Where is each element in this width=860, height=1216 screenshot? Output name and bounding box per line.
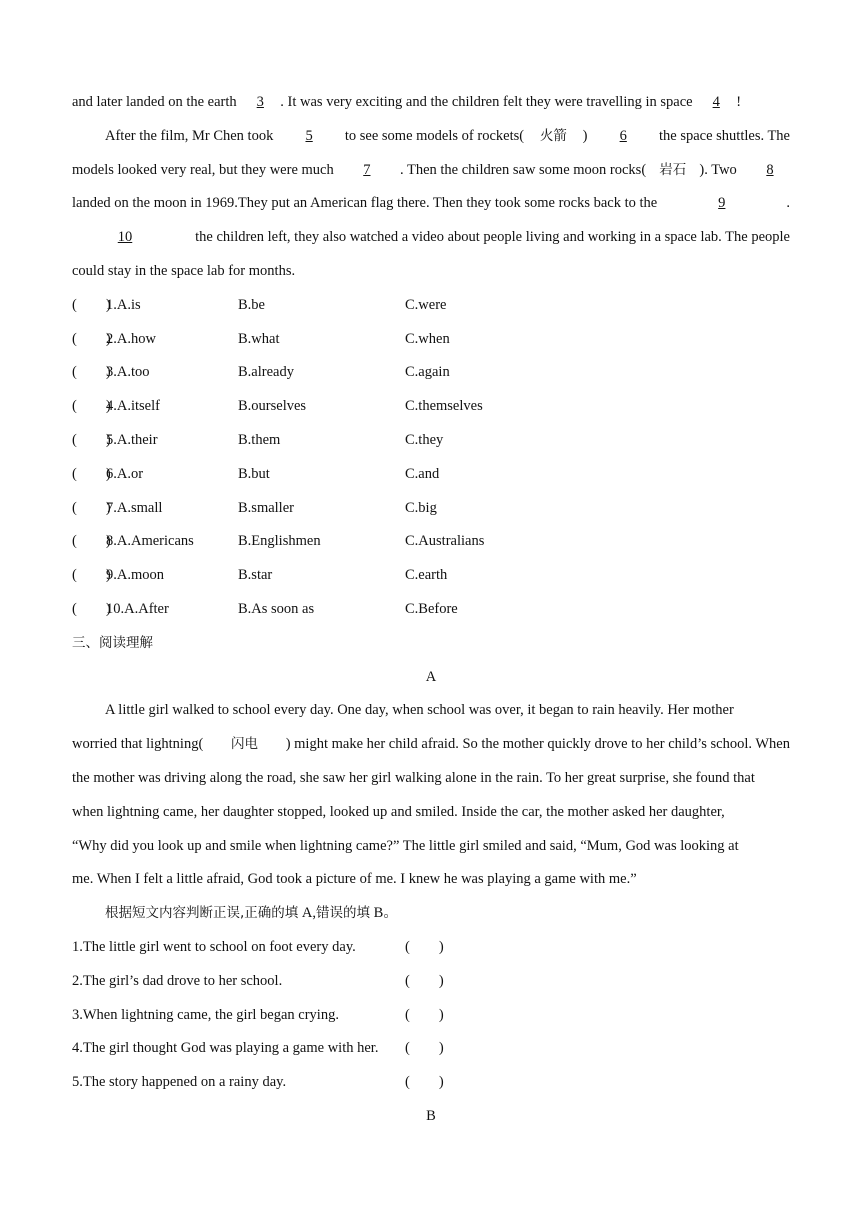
answer-paren[interactable]: ( ) xyxy=(72,533,111,550)
text-run: “Why did you look up and smile when lightning came?” The little girl smiled and said, “Mum, God was looking at xyxy=(72,837,739,854)
option-c: C.and xyxy=(405,465,440,482)
option-row xyxy=(72,559,790,593)
answer-blank: 5 xyxy=(305,127,313,144)
passage-line xyxy=(72,120,790,154)
option-a: 3.A.too xyxy=(106,364,150,381)
option-c: C.when xyxy=(405,330,450,347)
question-row xyxy=(72,931,790,965)
text-run: the children left, they also watched a video about people living and working in a space lab. The people xyxy=(195,229,790,246)
chinese-gloss: 岩石 xyxy=(659,161,687,178)
question-row xyxy=(72,1032,790,1066)
answer-paren[interactable]: ( ) xyxy=(405,972,444,989)
question-row xyxy=(72,965,790,999)
answer-paren[interactable]: ( ) xyxy=(72,499,111,516)
text-run: the mother was driving along the road, she saw her girl walking alone in the rain. To her great surprise, she found that xyxy=(72,769,755,786)
answer-paren[interactable]: ( ) xyxy=(405,938,444,955)
passage-line xyxy=(72,221,790,255)
option-b: B.star xyxy=(238,567,273,584)
question-row xyxy=(72,999,790,1033)
option-b: B.be xyxy=(238,296,265,313)
option-b: B.Englishmen xyxy=(238,533,321,550)
section-heading: 三、阅读理解 xyxy=(72,634,153,651)
text-run: After the film, Mr Chen took xyxy=(105,127,274,144)
answer-paren[interactable]: ( ) xyxy=(72,600,111,617)
text-run: . xyxy=(786,195,790,212)
answer-paren[interactable]: ( ) xyxy=(72,465,111,482)
answer-paren[interactable]: ( ) xyxy=(72,431,111,448)
question-text: 3.When lightning came, the girl began crying. xyxy=(72,1006,339,1023)
answer-paren[interactable]: ( ) xyxy=(405,1074,444,1091)
answer-blank: 10 xyxy=(117,229,133,246)
option-b: B.them xyxy=(238,431,281,448)
option-row xyxy=(72,356,790,390)
text-run: models looked very real, but they were much xyxy=(72,161,334,178)
option-row xyxy=(72,492,790,526)
option-row xyxy=(72,593,790,627)
option-c: C.they xyxy=(405,431,444,448)
answer-blank: 3 xyxy=(256,94,264,110)
answer-blank: 9 xyxy=(718,195,726,212)
option-c: C.were xyxy=(405,296,447,313)
chinese-gloss: 火箭 xyxy=(539,127,567,144)
option-a: 5.A.their xyxy=(106,431,158,448)
text-run: and later landed on the earth xyxy=(72,94,241,110)
answer-blank: 6 xyxy=(619,127,627,144)
option-row xyxy=(72,289,790,323)
option-b: B.what xyxy=(238,330,280,347)
option-a: 10.A.After xyxy=(106,600,169,617)
option-a: 2.A.how xyxy=(106,330,156,347)
option-b: B.ourselves xyxy=(238,398,307,415)
answer-paren[interactable]: ( ) xyxy=(405,1006,444,1023)
text-run: the space shuttles. The xyxy=(658,127,790,144)
option-row xyxy=(72,390,790,424)
answer-paren[interactable]: ( ) xyxy=(405,1040,444,1057)
option-row xyxy=(72,525,790,559)
passage-line xyxy=(72,728,790,762)
option-a: 4.A.itself xyxy=(106,398,160,415)
part-b-label: B xyxy=(426,1107,436,1124)
option-a: 9.A.moon xyxy=(106,567,164,584)
passage-line xyxy=(72,255,790,289)
text-run: A little girl walked to school every day. One day, when school was over, it began to rain heavily. Her mother xyxy=(105,702,734,719)
option-a: 8.A.Americans xyxy=(106,533,194,550)
text-run: worried that lightning( xyxy=(72,736,204,753)
text-run: . Then the children saw some moon rocks( xyxy=(399,161,647,178)
option-row xyxy=(72,458,790,492)
text-run: landed on the moon in 1969.They put an American flag there. Then they took some rocks back to the xyxy=(72,195,658,212)
text-run: me. When I felt a little afraid, God took a picture of me. I knew he was playing a game with me.” xyxy=(72,871,637,888)
option-a: 1.A.is xyxy=(106,296,141,313)
answer-paren[interactable]: ( ) xyxy=(72,567,111,584)
option-c: C.earth xyxy=(405,567,448,584)
option-b: B.already xyxy=(238,364,294,381)
true-false-questions xyxy=(72,931,790,1100)
cloze-passage xyxy=(72,86,790,289)
reading-passage-a xyxy=(72,694,790,897)
option-a: 7.A.small xyxy=(106,499,163,516)
options-list xyxy=(72,289,790,627)
option-b: B.smaller xyxy=(238,499,294,516)
passage-line xyxy=(72,86,790,120)
text-run: when lightning came, her daughter stopped, looked up and smiled. Inside the car, the mother asked her daughter, xyxy=(72,803,725,820)
text-run: ) might make her child afraid. So the mother quickly drove to her child’s school. When xyxy=(285,736,790,753)
part-a-label: A xyxy=(425,668,437,685)
text-run: ) xyxy=(582,127,588,144)
question-text: 1.The little girl went to school on foot every day. xyxy=(72,938,356,955)
answer-paren[interactable]: ( ) xyxy=(72,330,111,347)
option-row xyxy=(72,424,790,458)
option-c: C.big xyxy=(405,499,437,516)
passage-line xyxy=(72,694,790,728)
passage-line xyxy=(72,187,790,221)
text-run: ). Two xyxy=(699,161,737,178)
text-run: could stay in the space lab for months. xyxy=(72,262,296,279)
answer-paren[interactable]: ( ) xyxy=(72,398,111,415)
answer-blank: 7 xyxy=(363,161,371,178)
passage-line xyxy=(72,762,790,796)
option-c: C.again xyxy=(405,364,450,381)
question-text: 4.The girl thought God was playing a game with her. xyxy=(72,1040,379,1057)
option-b: B.As soon as xyxy=(238,600,315,617)
option-a: 6.A.or xyxy=(106,465,144,482)
passage-line xyxy=(72,830,790,864)
option-c: C.Before xyxy=(405,600,458,617)
answer-blank: 8 xyxy=(766,161,774,178)
option-row xyxy=(72,323,790,357)
option-c: C.Australians xyxy=(405,533,485,550)
option-c: C.themselves xyxy=(405,398,483,415)
answer-blank: 4 xyxy=(712,94,720,110)
question-text: 5.The story happened on a rainy day. xyxy=(72,1074,287,1091)
passage-line xyxy=(72,863,790,897)
worksheet-page xyxy=(72,86,790,1134)
answer-paren[interactable]: ( ) xyxy=(72,296,111,313)
instruction-line: 根据短文内容判断正误,正确的填 A,错误的填 B。 xyxy=(105,905,398,922)
text-run: . It was very exciting and the children felt they were travelling in space xyxy=(280,94,697,110)
passage-line xyxy=(72,154,790,188)
option-b: B.but xyxy=(238,465,270,482)
text-run: ! xyxy=(736,94,742,110)
question-row xyxy=(72,1066,790,1100)
text-run: to see some models of rockets( xyxy=(344,127,525,144)
answer-paren[interactable]: ( ) xyxy=(72,364,111,381)
question-text: 2.The girl’s dad drove to her school. xyxy=(72,972,283,989)
passage-line xyxy=(72,796,790,830)
chinese-gloss: 闪电 xyxy=(230,736,258,753)
